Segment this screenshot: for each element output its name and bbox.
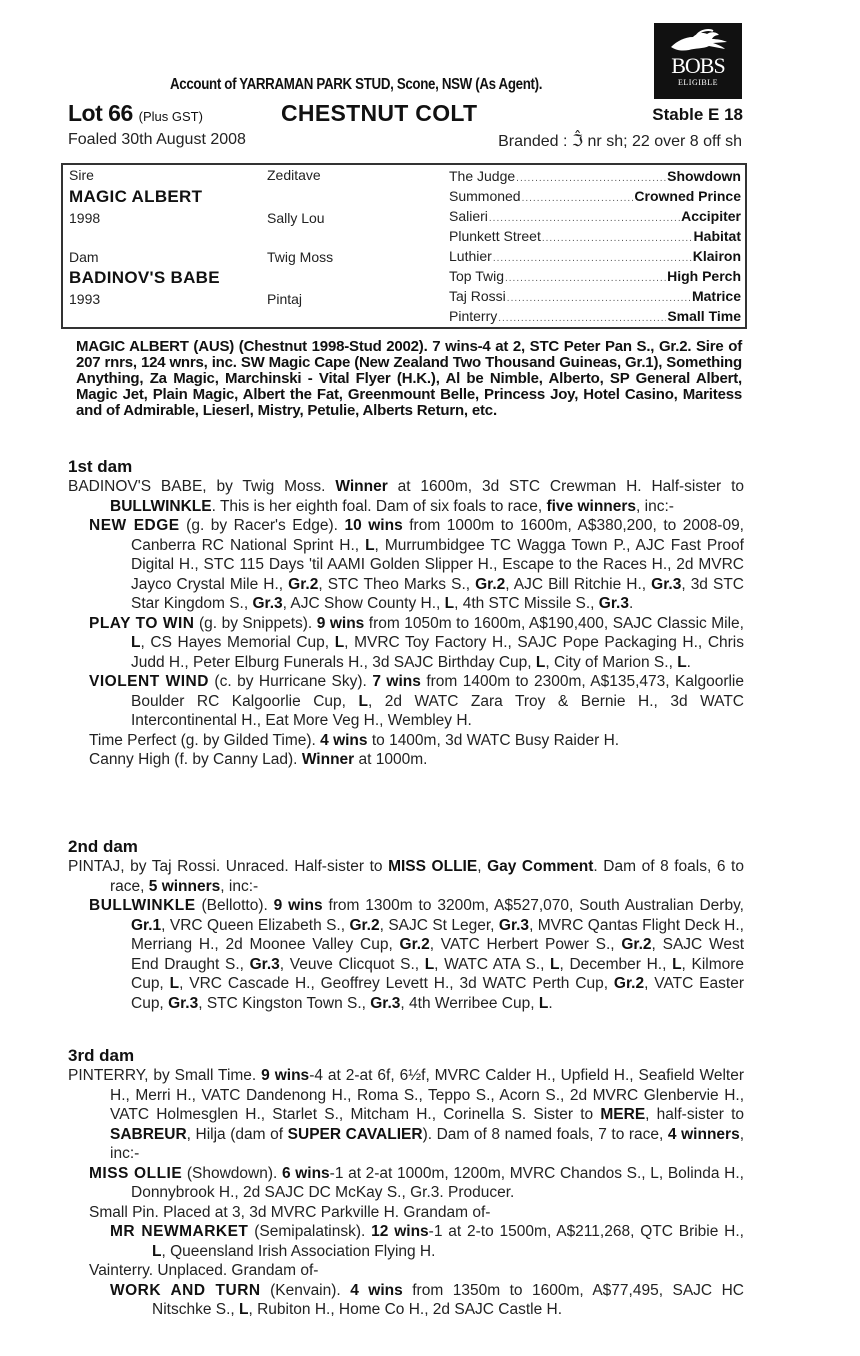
- text-run: , STC Kingston Town S.,: [198, 994, 371, 1012]
- granddam-paternal: Sally Lou: [267, 210, 325, 226]
- horse-name: MR NEWMARKET: [110, 1223, 249, 1240]
- great-grandparents-row: [449, 226, 741, 246]
- bold-run: SABREUR: [110, 1125, 187, 1143]
- ggp-sire: Luthier: [449, 248, 492, 264]
- text-run: , Rubiton H., Home Co H., 2d SAJC Castle H.: [248, 1301, 563, 1318]
- lot-label: Lot 66: [68, 100, 133, 126]
- leader-dots: [522, 186, 634, 206]
- ggp-dam: Accipiter: [681, 208, 741, 224]
- bold-run: Gr.2: [288, 575, 319, 593]
- bold-run: L: [444, 595, 455, 612]
- sire-year: 1998: [69, 210, 101, 226]
- small-pin-entry: Small Pin. Placed at 3, 3d MVRC Parkville H. Grandam of-: [89, 1203, 491, 1221]
- text-run: at 1000m.: [354, 751, 428, 768]
- text-run: . This is her eighth foal. Dam of six foals to race,: [211, 497, 547, 515]
- pedigree-table: [61, 163, 747, 329]
- horse-name: WORK AND TURN: [110, 1281, 261, 1299]
- bold-run: five winners: [546, 497, 637, 515]
- grandprogeny-entry: [68, 1222, 744, 1261]
- bold-run: Gr.3: [249, 955, 280, 973]
- bold-run: L: [535, 653, 546, 671]
- horse-name: PLAY TO WIN: [89, 614, 195, 632]
- horse-head-icon: [667, 29, 729, 55]
- leader-dots: [505, 266, 666, 286]
- dam-intro: [68, 857, 744, 896]
- brand-mark-icon: ℑ̂: [571, 133, 584, 150]
- leader-dots: [493, 246, 692, 266]
- progeny-entry: [68, 672, 744, 731]
- text-run: from 1300m to 3200m, A$527,070, South Australian Derby,: [322, 897, 744, 914]
- text-run: PINTAJ, by Taj Rossi. Unraced. Half-sister to: [68, 858, 389, 875]
- progeny-entry: [68, 896, 744, 1013]
- text-run: , VATC Easter Cup,: [131, 975, 744, 1012]
- grandsire-paternal: Zeditave: [267, 167, 321, 183]
- horse-name: NEW EDGE: [89, 517, 180, 534]
- dam-year: 1993: [69, 291, 101, 307]
- ggp-dam: High Perch: [667, 268, 741, 284]
- logo-subtitle: ELIGIBLE: [678, 78, 718, 87]
- ggp-sire: Top Twig: [449, 268, 504, 284]
- bold-run: 7 wins: [372, 673, 421, 690]
- text-run: , MVRC Qantas Flight Deck H., Merriang H., 2d Moonee Valley Cup,: [131, 916, 744, 953]
- bold-run: 12 wins: [371, 1223, 429, 1240]
- leader-dots: [489, 206, 680, 226]
- logo-title: BOBS: [671, 53, 725, 78]
- progeny-entry: [68, 516, 744, 614]
- bold-run: Gr.2: [621, 936, 652, 953]
- text-run: , Veuve Clicquot S.,: [279, 955, 425, 973]
- third-dam-section: [68, 1046, 744, 1320]
- grandsire-maternal: Twig Moss: [267, 249, 334, 265]
- text-run: , SAJC West End Draught S.,: [131, 936, 744, 973]
- bold-run: Gr.2: [475, 575, 506, 593]
- text-run: ,: [477, 858, 488, 875]
- ggp-sire: Plunkett Street: [449, 228, 541, 244]
- text-run: at 1600m, 3d STC Crewman H. Half-sister to: [387, 478, 745, 495]
- text-run: BADINOV'S BABE, by Twig Moss.: [68, 478, 336, 495]
- ggp-dam: Habitat: [693, 228, 741, 244]
- great-grandparents-row: [449, 306, 741, 326]
- sire-label: Sire: [69, 167, 94, 183]
- bold-run: Gr.3: [651, 575, 682, 593]
- bold-run: 4 winners: [667, 1125, 740, 1143]
- text-run: from 1400m to 2300m, A$135,473, Kalgoorlie Boulder RC Kalgoorlie Cup,: [131, 673, 744, 710]
- ggp-dam: Klairon: [692, 248, 741, 264]
- bold-run: 6 wins: [281, 1164, 330, 1182]
- text-run: , December H.,: [559, 955, 673, 973]
- text-run: , inc:-: [220, 877, 259, 895]
- first-dam-section: [68, 457, 744, 770]
- leader-dots: [498, 306, 666, 326]
- bold-run: L: [334, 634, 345, 651]
- sex-colour: CHESTNUT COLT: [281, 100, 478, 126]
- ggp-dam: Small Time: [667, 308, 741, 324]
- vendor-account: Account of YARRAMAN PARK STUD, Scone, NSW (As Agent).: [170, 76, 543, 93]
- text-run: , AJC Bill Ritchie H.,: [505, 575, 652, 593]
- text-run: , AJC Show County H.,: [282, 595, 445, 612]
- ggp-dam: Crowned Prince: [634, 188, 741, 204]
- bold-run: L: [169, 975, 180, 992]
- text-run: , CS Hayes Memorial Cup,: [140, 634, 335, 651]
- text-run: .: [628, 595, 634, 612]
- text-run: , VRC Queen Elizabeth S.,: [161, 916, 350, 934]
- minor-progeny-entry: [68, 750, 744, 770]
- ggp-dam: Matrice: [691, 288, 741, 304]
- great-grandparents-row: [449, 206, 741, 226]
- text-run: , Kilmore Cup,: [131, 955, 745, 992]
- text-run: ). Dam of 8 named foals, 7 to race,: [422, 1125, 668, 1143]
- granddam-maternal: Pintaj: [267, 291, 303, 307]
- bold-run: SUPER CAVALIER: [287, 1125, 423, 1143]
- bold-run: BULLWINKLE: [110, 497, 212, 515]
- text-run: , MVRC Toy Factory H., SAJC Pope Packaging H., Chris Judd H., Peter Elburg Funerals H., 3d SAJC Birthday Cup,: [131, 634, 744, 671]
- bold-run: L: [131, 634, 141, 651]
- horse-name: BULLWINKLE: [89, 897, 196, 914]
- dam-intro: [68, 1066, 744, 1164]
- text-run: -4 at 2-at 6f, 6½f, MVRC Calder H., Upfield H., Seafield Welter H., Merri H., VATC Dandenong H., Roma S., Teppo S., Acorn S., 2d MVRC Glenbervie H., VATC Holmesglen H., Starlet S., Mitcham H., Corinella S. Sister to: [110, 1067, 744, 1123]
- text-run: , SAJC St Leger,: [379, 916, 499, 934]
- horse-name: VIOLENT WIND: [89, 673, 209, 690]
- text-run: , VRC Cascade H., Geoffrey Levett H., 3d WATC Perth Cup,: [179, 975, 614, 992]
- text-run: -1 at 2-at 1000m, 1200m, MVRC Chandos S., L, Bolinda H., Donnybrook H., 2d SAJC DC McKay S., Gr.3. Producer.: [131, 1164, 744, 1201]
- ggp-sire: The Judge: [449, 168, 516, 184]
- second-dam-section: [68, 837, 744, 1013]
- text-run: (c. by Hurricane Sky).: [208, 673, 373, 690]
- progeny-entry: [68, 614, 744, 673]
- great-grandparents-row: [449, 166, 741, 186]
- text-run: (g. by Snippets).: [194, 614, 317, 632]
- bold-run: L: [538, 994, 549, 1012]
- text-run: (g. by Racer's Edge).: [179, 517, 345, 534]
- text-run: , Queensland Irish Association Flying H.: [161, 1242, 436, 1260]
- text-run: , STC Theo Marks S.,: [318, 575, 476, 593]
- dam-label: Dam: [69, 249, 99, 265]
- grandprogeny-entry: [68, 1281, 744, 1320]
- bold-run: Gr.3: [370, 994, 401, 1012]
- bold-run: 4 wins: [350, 1281, 403, 1299]
- bold-run: Winner: [335, 478, 388, 495]
- section-heading: 1st dam: [68, 457, 133, 476]
- text-run: .: [548, 994, 553, 1012]
- foaled-date: Foaled 30th August 2008: [68, 131, 246, 148]
- bold-run: Winner: [301, 751, 355, 768]
- text-run: PINTERRY, by Small Time.: [68, 1067, 262, 1084]
- great-grandparents-row: [449, 266, 741, 286]
- text-run: , 4th STC Missile S.,: [454, 595, 599, 612]
- horse-name: MISS OLLIE: [89, 1164, 183, 1182]
- bold-run: 9 wins: [316, 614, 365, 632]
- bold-run: 5 winners: [148, 877, 221, 895]
- dam-intro: [68, 477, 744, 516]
- bold-run: L: [550, 955, 560, 973]
- bold-run: L: [239, 1301, 249, 1318]
- text-run: Time Perfect (g. by Gilded Time).: [89, 731, 321, 749]
- text-run: (Bellotto).: [195, 897, 274, 914]
- progeny-entry: [68, 1164, 744, 1203]
- sire-name: MAGIC ALBERT: [69, 187, 203, 206]
- text-run: to 1400m, 3d WATC Busy Raider H.: [367, 731, 620, 749]
- ggp-sire: Summoned: [449, 188, 521, 204]
- text-run: from 1350m to 1600m, A$77,495, SAJC HC Nitschke S.,: [152, 1281, 744, 1318]
- bold-run: Gay Comment: [487, 858, 594, 875]
- branded-label: Branded :: [498, 133, 568, 150]
- text-run: , 4th Werribee Cup,: [400, 994, 539, 1012]
- text-run: (Showdown).: [182, 1164, 282, 1182]
- branded-text: nr sh; 22 over 8 off sh: [587, 133, 742, 150]
- lot-number: [68, 100, 203, 127]
- text-run: -1 at 2-to 1500m, A$211,268, QTC Bribie H.,: [428, 1223, 744, 1240]
- text-run: , City of Marion S.,: [545, 653, 678, 671]
- stable-location: Stable E 18: [652, 105, 743, 124]
- bold-run: 9 wins: [261, 1067, 310, 1084]
- text-run: (Kenvain).: [260, 1281, 351, 1299]
- bold-run: Gr.3: [598, 595, 629, 612]
- bold-run: MISS OLLIE: [388, 858, 478, 875]
- bold-run: L: [677, 653, 687, 671]
- text-run: (Semipalatinsk).: [248, 1223, 372, 1240]
- bold-run: L: [152, 1242, 162, 1260]
- lot-note: (Plus GST): [138, 109, 203, 124]
- bold-run: Gr.2: [349, 916, 380, 934]
- leader-dots: [507, 286, 691, 306]
- text-run: from 1000m to 1600m, A$380,200, to 2008-09, Canberra RC National Sprint H.,: [131, 517, 744, 554]
- section-heading: 2nd dam: [68, 837, 138, 856]
- lot-header: [68, 100, 743, 130]
- ggp-sire: Taj Rossi: [449, 288, 506, 304]
- branded-info: [498, 131, 742, 151]
- dam-name: BADINOV'S BABE: [69, 268, 220, 287]
- bold-run: Gr.3: [498, 916, 530, 934]
- bold-run: L: [424, 955, 435, 973]
- text-run: , 3d STC Star Kingdom S.,: [131, 575, 744, 612]
- bold-run: 9 wins: [273, 897, 323, 914]
- great-grandparents-row: [449, 286, 741, 306]
- bold-run: L: [672, 955, 682, 973]
- text-run: , VATC Herbert Power S.,: [429, 936, 622, 953]
- bold-run: 4 wins: [320, 731, 368, 749]
- text-run: , 2d WATC Zara Troy & Bernie H., 3d WATC Intercontinental H., Eat More Veg H., Wembley H.: [131, 692, 744, 729]
- bobs-eligible-logo: [654, 23, 742, 99]
- bold-run: Gr.3: [168, 994, 199, 1012]
- leader-dots: [542, 226, 693, 246]
- leader-dots: [516, 166, 666, 186]
- section-heading: 3rd dam: [68, 1046, 135, 1065]
- text-run: from 1050m to 1600m, A$190,400, SAJC Classic Mile,: [364, 614, 744, 632]
- text-run: .: [686, 653, 691, 671]
- text-run: , inc:-: [636, 497, 674, 515]
- great-grandparents-row: [449, 246, 741, 266]
- ggp-sire: Pinterry: [449, 308, 498, 324]
- text-run: Canny High (f. by Canny Lad).: [89, 751, 302, 768]
- text-run: , Hilja (dam of: [186, 1125, 288, 1143]
- bold-run: 10 wins: [344, 517, 403, 534]
- ggp-dam: Showdown: [667, 168, 741, 184]
- bold-run: L: [365, 536, 375, 554]
- bold-run: Gr.2: [399, 936, 430, 953]
- text-run: , inc:-: [110, 1125, 745, 1162]
- sire-summary: MAGIC ALBERT (AUS) (Chestnut 1998-Stud 2002). 7 wins-4 at 2, STC Peter Pan S., Gr.2. Sire of 207 rnrs, 124 wnrs, inc. SW Magic Cape (New Zealand Two Thousand Guineas, Gr.1), Something Anything, Za Magic, Marchinski - Vital Flyer (H.K.), Al be Nimble, Alberto, SP General Albert, Magic Jet, Plain Magic, Albert the Fat, Greenmount Belle, Princess Joy, Hotel Casino, Maritess and of Admirable, Lieserl, Mistry, Petulie, Alberts Return, etc.: [76, 338, 742, 419]
- bold-run: Gr.1: [131, 916, 162, 934]
- minor-progeny-entry: [68, 731, 744, 751]
- bold-run: Gr.2: [613, 975, 645, 992]
- bold-run: MERE: [600, 1106, 646, 1123]
- text-run: , WATC ATA S.,: [434, 955, 551, 973]
- bold-run: Gr.3: [252, 595, 283, 612]
- vainterry-entry: Vainterry. Unplaced. Grandam of-: [89, 1262, 319, 1279]
- bold-run: L: [358, 692, 368, 710]
- great-grandparents-row: [449, 186, 741, 206]
- text-run: . Dam of 8 foals, 6 to race,: [110, 858, 744, 895]
- ggp-sire: Salieri: [449, 208, 488, 224]
- text-run: , Murrumbidgee TC Wagga Town P., AJC Fast Proof Digital H., STC 115 Days 'til AAMI Golden Slipper H., Escape to the Races H., 2d MVRC Jayco Crystal Mile H.,: [131, 536, 744, 593]
- text-run: , half-sister to: [645, 1106, 744, 1123]
